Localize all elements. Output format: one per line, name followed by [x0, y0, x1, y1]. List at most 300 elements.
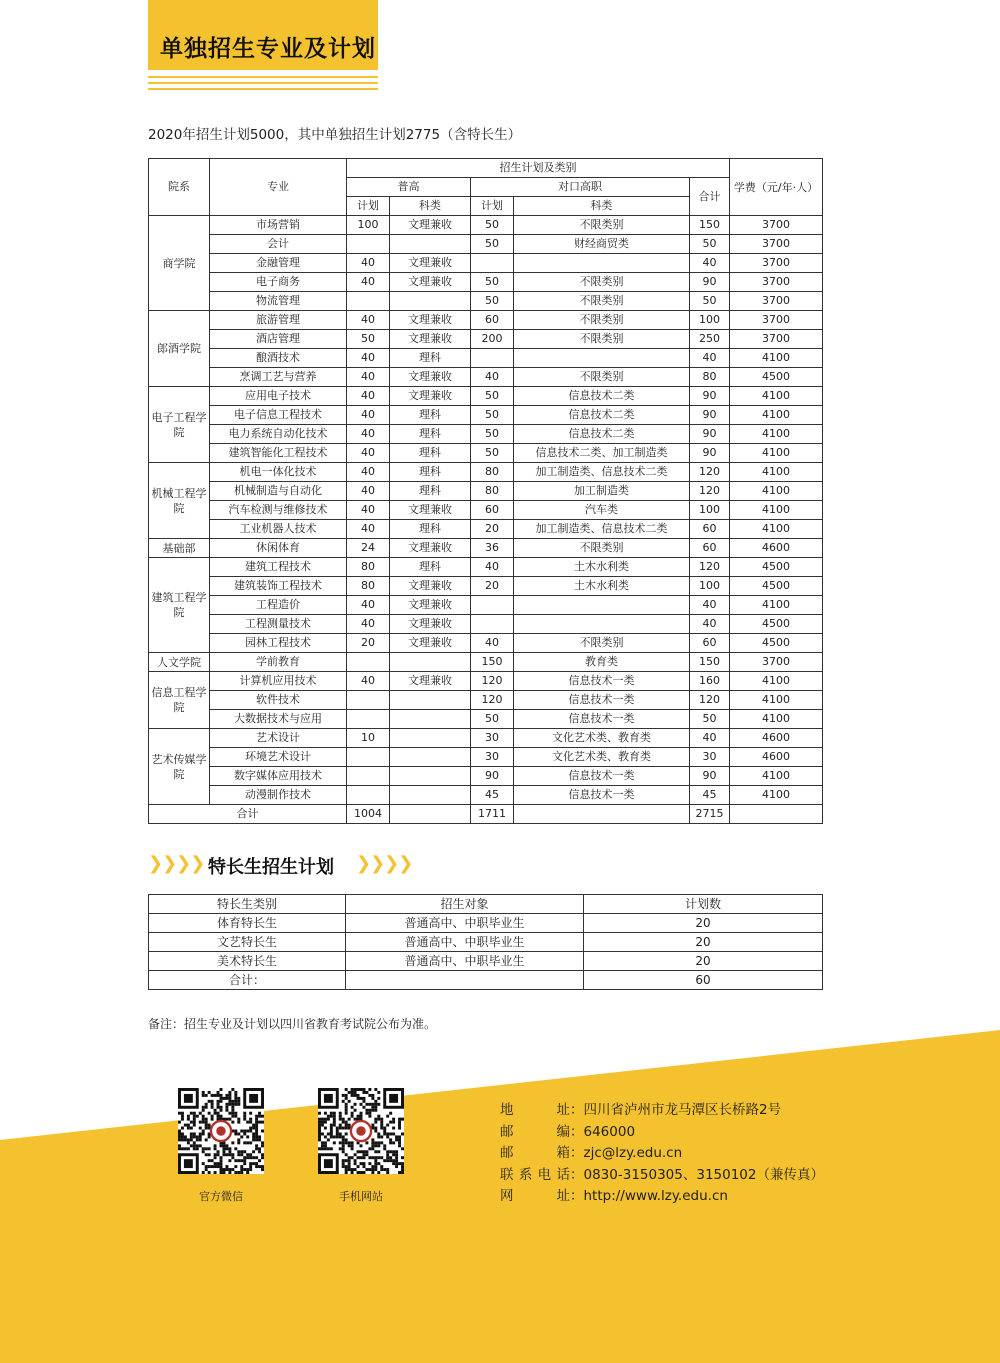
dk-plan-cell: 50: [471, 292, 514, 311]
fee-cell: 4100: [730, 349, 823, 368]
pg-subject-cell: [390, 292, 471, 311]
dk-plan-cell: 90: [471, 767, 514, 786]
pg-subject-cell: 文理兼收: [390, 539, 471, 558]
contact-value: 0830-3150305、3150102（兼传真）: [583, 1166, 824, 1183]
major-cell: 建筑智能化工程技术: [210, 444, 347, 463]
table-row: [149, 933, 823, 952]
fee-cell: 4600: [730, 539, 823, 558]
special-table-body: [149, 914, 823, 971]
total-cell: 90: [690, 387, 730, 406]
contact-label: 邮编: [500, 1123, 570, 1140]
fee-cell: 3700: [730, 273, 823, 292]
dk-category-cell: 信息技术二类: [514, 387, 690, 406]
fee-cell: 4100: [730, 786, 823, 805]
header-special-type: 特长生类别: [149, 895, 346, 914]
major-cell: 艺术设计: [210, 729, 347, 748]
contact-line: [500, 1163, 824, 1183]
major-cell: 学前教育: [210, 653, 347, 672]
fee-cell: 4600: [730, 748, 823, 767]
contact-line: [500, 1098, 781, 1118]
empty-cell: [390, 805, 471, 824]
chevron-right-decoration: ❯❯❯❯: [356, 853, 413, 874]
fee-cell: 4100: [730, 672, 823, 691]
major-cell: 电子信息工程技术: [210, 406, 347, 425]
major-cell: 动漫制作技术: [210, 786, 347, 805]
pg-plan-cell: 50: [347, 330, 390, 349]
fee-cell: 4100: [730, 691, 823, 710]
fee-cell: 3700: [730, 235, 823, 254]
dk-category-cell: 信息技术一类: [514, 672, 690, 691]
major-cell: 建筑工程技术: [210, 558, 347, 577]
dk-plan-cell: 50: [471, 235, 514, 254]
contact-label: 地址: [500, 1102, 570, 1118]
dept-cell: 机械工程学院: [149, 463, 210, 539]
target-cell: 普通高中、中职毕业生: [346, 914, 584, 933]
table-row: [149, 691, 823, 710]
fee-cell: 4500: [730, 615, 823, 634]
fee-cell: 3700: [730, 292, 823, 311]
count-cell: 20: [584, 914, 823, 933]
special-total-label: 合计：: [149, 971, 346, 990]
total-cell: 90: [690, 444, 730, 463]
pg-subject-cell: 理科: [390, 444, 471, 463]
chevron-left-decoration: ❯❯❯❯: [148, 853, 205, 874]
dk-category-cell: 不限类别: [514, 292, 690, 311]
contact-value: 646000: [583, 1123, 636, 1140]
table-row: [149, 387, 823, 406]
dk-plan-cell: [471, 596, 514, 615]
major-cell: 工程造价: [210, 596, 347, 615]
fee-cell: 4100: [730, 767, 823, 786]
fee-cell: 3700: [730, 330, 823, 349]
contact-colon: ：: [570, 1145, 584, 1161]
total-cell: 40: [690, 254, 730, 273]
major-cell: 酒店管理: [210, 330, 347, 349]
dk-plan-cell: 50: [471, 425, 514, 444]
major-cell: 工业机器人技术: [210, 520, 347, 539]
dk-plan-cell: 60: [471, 311, 514, 330]
total-cell: 40: [690, 615, 730, 634]
dk-category-cell: [514, 596, 690, 615]
dk-category-cell: 信息技术一类: [514, 786, 690, 805]
header-pg-subject: 科类: [390, 197, 471, 216]
header-target: 招生对象: [346, 895, 584, 914]
dk-plan-cell: 30: [471, 748, 514, 767]
dept-cell: 郎酒学院: [149, 311, 210, 387]
table-row: [149, 577, 823, 596]
pg-subject-cell: 文理兼收: [390, 273, 471, 292]
total-cell: 50: [690, 292, 730, 311]
pg-subject-cell: 文理兼收: [390, 615, 471, 634]
dk-category-cell: 土木水利类: [514, 558, 690, 577]
pg-subject-cell: 理科: [390, 406, 471, 425]
table-row: [149, 311, 823, 330]
pg-subject-cell: [390, 786, 471, 805]
table-row: [149, 914, 823, 933]
dk-plan-cell: 50: [471, 710, 514, 729]
pg-plan-cell: 40: [347, 520, 390, 539]
pg-plan-cell: 20: [347, 634, 390, 653]
header-total: 合计: [690, 178, 730, 216]
mobile-site-qr-icon[interactable]: [318, 1088, 404, 1174]
total-cell: 40: [690, 596, 730, 615]
qr-label-mobile: 手机网站: [339, 1190, 383, 1203]
table-row: [149, 254, 823, 273]
table-row: [149, 672, 823, 691]
major-cell: 大数据技术与应用: [210, 710, 347, 729]
dk-category-cell: 不限类别: [514, 634, 690, 653]
table-row: [149, 425, 823, 444]
fee-cell: 4100: [730, 596, 823, 615]
contact-line: [500, 1184, 728, 1204]
major-cell: 物流管理: [210, 292, 347, 311]
pg-subject-cell: 理科: [390, 520, 471, 539]
header-dept: 院系: [149, 159, 210, 216]
table-row: [149, 971, 823, 990]
dk-plan-cell: 50: [471, 406, 514, 425]
fee-cell: 4100: [730, 520, 823, 539]
dept-cell: 艺术传媒学院: [149, 729, 210, 805]
major-cell: 应用电子技术: [210, 387, 347, 406]
pg-plan-cell: 40: [347, 596, 390, 615]
table-row: [149, 952, 823, 971]
dk-plan-cell: 30: [471, 729, 514, 748]
fee-cell: 3700: [730, 653, 823, 672]
major-cell: 旅游管理: [210, 311, 347, 330]
header-divider: [148, 82, 378, 84]
pg-subject-cell: [390, 691, 471, 710]
contact-colon: ：: [570, 1166, 584, 1183]
pg-subject-cell: [390, 710, 471, 729]
pg-plan-cell: 40: [347, 463, 390, 482]
pg-subject-cell: 理科: [390, 463, 471, 482]
pg-subject-cell: [390, 653, 471, 672]
total-cell: 100: [690, 501, 730, 520]
header-count: 计划数: [584, 895, 823, 914]
pg-plan-cell: [347, 748, 390, 767]
pg-plan-cell: 40: [347, 273, 390, 292]
fee-cell: 4500: [730, 577, 823, 596]
major-cell: 金融管理: [210, 254, 347, 273]
fee-cell: 4100: [730, 387, 823, 406]
contact-colon: ：: [570, 1188, 584, 1204]
pg-plan-cell: 40: [347, 387, 390, 406]
table-row: [149, 463, 823, 482]
section-title: 特长生招生计划: [208, 857, 334, 878]
contact-value[interactable]: zjc@lzy.edu.cn: [583, 1145, 683, 1161]
total-cell: 150: [690, 653, 730, 672]
contact-label: 联系电话: [500, 1166, 570, 1183]
dk-plan-cell: [471, 615, 514, 634]
header-plan-group: 招生计划及类别: [347, 159, 730, 178]
major-cell: 休闲体育: [210, 539, 347, 558]
dept-cell: 建筑工程学院: [149, 558, 210, 653]
special-type-cell: 体育特长生: [149, 914, 346, 933]
major-cell: 计算机应用技术: [210, 672, 347, 691]
pg-plan-cell: 40: [347, 406, 390, 425]
fee-cell: 4500: [730, 368, 823, 387]
major-cell: 建筑装饰工程技术: [210, 577, 347, 596]
special-type-cell: 美术特长生: [149, 952, 346, 971]
dk-plan-cell: 50: [471, 387, 514, 406]
table-row: [149, 615, 823, 634]
pg-plan-cell: [347, 235, 390, 254]
pg-plan-cell: 40: [347, 615, 390, 634]
pg-subject-cell: 文理兼收: [390, 577, 471, 596]
table-row: [149, 501, 823, 520]
dk-plan-cell: 40: [471, 558, 514, 577]
dk-category-cell: 土木水利类: [514, 577, 690, 596]
dk-plan-cell: 120: [471, 672, 514, 691]
major-cell: 园林工程技术: [210, 634, 347, 653]
dk-plan-cell: 36: [471, 539, 514, 558]
table-row: [149, 767, 823, 786]
dk-plan-cell: 80: [471, 482, 514, 501]
dk-category-cell: 信息技术二类: [514, 425, 690, 444]
table-row: [149, 596, 823, 615]
dept-cell: 商学院: [149, 216, 210, 311]
pg-subject-cell: 文理兼收: [390, 254, 471, 273]
total-label-cell: 合计: [149, 805, 347, 824]
total-cell: 40: [690, 729, 730, 748]
major-cell: 电力系统自动化技术: [210, 425, 347, 444]
pg-plan-cell: 40: [347, 672, 390, 691]
total-cell: 120: [690, 558, 730, 577]
major-cell: 烹调工艺与营养: [210, 368, 347, 387]
pg-plan-cell: [347, 292, 390, 311]
pg-subject-cell: 理科: [390, 558, 471, 577]
total-dk-plan-cell: 1711: [471, 805, 514, 824]
major-cell: 酿酒技术: [210, 349, 347, 368]
note-text: 备注：招生专业及计划以四川省教育考试院公布为准。: [148, 1017, 437, 1031]
fee-cell: 4100: [730, 710, 823, 729]
table-row: [149, 653, 823, 672]
total-cell: 90: [690, 767, 730, 786]
total-cell: 60: [690, 539, 730, 558]
pg-plan-cell: [347, 786, 390, 805]
dk-plan-cell: 40: [471, 368, 514, 387]
fee-cell: 4100: [730, 425, 823, 444]
table-row: [149, 444, 823, 463]
target-cell: 普通高中、中职毕业生: [346, 933, 584, 952]
pg-subject-cell: [390, 767, 471, 786]
fee-cell: 4100: [730, 501, 823, 520]
total-cell: 250: [690, 330, 730, 349]
pg-plan-cell: 40: [347, 368, 390, 387]
pg-subject-cell: 理科: [390, 349, 471, 368]
pg-subject-cell: 文理兼收: [390, 501, 471, 520]
grand-total-cell: 2715: [690, 805, 730, 824]
fee-cell: 4100: [730, 444, 823, 463]
total-cell: 90: [690, 273, 730, 292]
pg-subject-cell: 文理兼收: [390, 311, 471, 330]
total-cell: 80: [690, 368, 730, 387]
fee-cell: 4500: [730, 634, 823, 653]
dk-plan-cell: 20: [471, 520, 514, 539]
dept-cell: 电子工程学院: [149, 387, 210, 463]
major-cell: 工程测量技术: [210, 615, 347, 634]
table-row: [149, 216, 823, 235]
contact-label: 网址: [500, 1188, 570, 1204]
fee-cell: 3700: [730, 216, 823, 235]
fee-cell: 4100: [730, 482, 823, 501]
total-cell: 50: [690, 235, 730, 254]
table-row: [149, 235, 823, 254]
pg-plan-cell: 40: [347, 254, 390, 273]
pg-subject-cell: 文理兼收: [390, 330, 471, 349]
dept-cell: 人文学院: [149, 653, 210, 672]
pg-plan-cell: 40: [347, 349, 390, 368]
total-cell: 120: [690, 482, 730, 501]
page-title: 单独招生专业及计划: [160, 36, 376, 62]
fee-cell: 4500: [730, 558, 823, 577]
total-cell: 45: [690, 786, 730, 805]
contact-colon: ：: [570, 1102, 584, 1118]
table-row: [149, 520, 823, 539]
header-major: 专业: [210, 159, 347, 216]
dk-category-cell: 不限类别: [514, 216, 690, 235]
dk-plan-cell: 150: [471, 653, 514, 672]
pg-subject-cell: 文理兼收: [390, 596, 471, 615]
major-cell: 环境艺术设计: [210, 748, 347, 767]
table-row: [149, 729, 823, 748]
dept-cell: 信息工程学院: [149, 672, 210, 729]
contact-value[interactable]: http://www.lzy.edu.cn: [583, 1188, 728, 1204]
pg-plan-cell: [347, 710, 390, 729]
table-total-row: [149, 805, 823, 824]
pg-plan-cell: 40: [347, 482, 390, 501]
dk-category-cell: 不限类别: [514, 368, 690, 387]
pg-plan-cell: [347, 767, 390, 786]
header-pg-plan: 计划: [347, 197, 390, 216]
fee-cell: 4600: [730, 729, 823, 748]
total-cell: 160: [690, 672, 730, 691]
total-cell: 120: [690, 691, 730, 710]
table-row: [149, 368, 823, 387]
dk-category-cell: 信息技术一类: [514, 767, 690, 786]
header-dk-category: 科类: [514, 197, 690, 216]
enrollment-plan-table: [148, 158, 823, 824]
pg-subject-cell: 文理兼收: [390, 368, 471, 387]
fee-cell: 4100: [730, 406, 823, 425]
table-row: [149, 710, 823, 729]
dk-plan-cell: 200: [471, 330, 514, 349]
dk-category-cell: 加工制造类、信息技术二类: [514, 463, 690, 482]
pg-plan-cell: 40: [347, 444, 390, 463]
dk-category-cell: 加工制造类: [514, 482, 690, 501]
table-row: [149, 273, 823, 292]
target-cell: 普通高中、中职毕业生: [346, 952, 584, 971]
header-fee: 学费（元/年·人）: [730, 159, 823, 216]
total-cell: 100: [690, 577, 730, 596]
dk-plan-cell: 50: [471, 216, 514, 235]
dk-category-cell: 财经商贸类: [514, 235, 690, 254]
dk-category-cell: [514, 615, 690, 634]
header-divider: [148, 88, 378, 90]
dk-category-cell: 信息技术一类: [514, 691, 690, 710]
contact-line: [500, 1120, 635, 1140]
pg-subject-cell: 文理兼收: [390, 216, 471, 235]
dk-category-cell: [514, 254, 690, 273]
dk-category-cell: 文化艺术类、教育类: [514, 748, 690, 767]
total-cell: 60: [690, 520, 730, 539]
table-body: [149, 216, 823, 824]
pg-plan-cell: 40: [347, 501, 390, 520]
pg-plan-cell: 40: [347, 311, 390, 330]
table-row: [149, 786, 823, 805]
count-cell: 20: [584, 952, 823, 971]
special-students-table: [148, 894, 823, 990]
total-cell: 60: [690, 634, 730, 653]
dk-plan-cell: 80: [471, 463, 514, 482]
pg-subject-cell: 文理兼收: [390, 634, 471, 653]
major-cell: 软件技术: [210, 691, 347, 710]
special-total-empty: [346, 971, 584, 990]
fee-cell: 3700: [730, 254, 823, 273]
total-cell: 120: [690, 463, 730, 482]
fee-cell: 3700: [730, 311, 823, 330]
total-cell: 90: [690, 425, 730, 444]
pg-subject-cell: [390, 729, 471, 748]
header-divider: [148, 76, 378, 78]
major-cell: 会计: [210, 235, 347, 254]
table-row: [149, 330, 823, 349]
major-cell: 电子商务: [210, 273, 347, 292]
pg-subject-cell: [390, 235, 471, 254]
pg-plan-cell: 24: [347, 539, 390, 558]
dk-category-cell: 汽车类: [514, 501, 690, 520]
pg-subject-cell: 文理兼收: [390, 672, 471, 691]
pg-plan-cell: [347, 653, 390, 672]
pg-plan-cell: 80: [347, 577, 390, 596]
table-row: [149, 634, 823, 653]
count-cell: 20: [584, 933, 823, 952]
dk-category-cell: [514, 349, 690, 368]
pg-subject-cell: [390, 748, 471, 767]
pg-plan-cell: [347, 691, 390, 710]
pg-plan-cell: 10: [347, 729, 390, 748]
major-cell: 市场营销: [210, 216, 347, 235]
total-cell: 40: [690, 349, 730, 368]
contact-colon: ：: [570, 1123, 584, 1140]
pg-subject-cell: 文理兼收: [390, 387, 471, 406]
dk-category-cell: 信息技术二类: [514, 406, 690, 425]
intro-text: 2020年招生计划5000，其中单独招生计划2775（含特长生）: [148, 127, 522, 143]
total-pg-plan-cell: 1004: [347, 805, 390, 824]
pg-subject-cell: 理科: [390, 482, 471, 501]
total-cell: 50: [690, 710, 730, 729]
dk-plan-cell: 20: [471, 577, 514, 596]
fee-cell: 4100: [730, 463, 823, 482]
dk-plan-cell: 120: [471, 691, 514, 710]
major-cell: 汽车检测与维修技术: [210, 501, 347, 520]
major-cell: 数字媒体应用技术: [210, 767, 347, 786]
special-type-cell: 文艺特长生: [149, 933, 346, 952]
empty-cell: [514, 805, 690, 824]
total-cell: 90: [690, 406, 730, 425]
dk-plan-cell: [471, 254, 514, 273]
pg-plan-cell: 80: [347, 558, 390, 577]
wechat-qr-icon[interactable]: [178, 1088, 264, 1174]
major-cell: 机电一体化技术: [210, 463, 347, 482]
major-cell: 机械制造与自动化: [210, 482, 347, 501]
dk-category-cell: 不限类别: [514, 273, 690, 292]
dk-category-cell: 教育类: [514, 653, 690, 672]
dk-plan-cell: 50: [471, 273, 514, 292]
total-cell: 100: [690, 311, 730, 330]
dk-category-cell: 文化艺术类、教育类: [514, 729, 690, 748]
dk-plan-cell: 50: [471, 444, 514, 463]
